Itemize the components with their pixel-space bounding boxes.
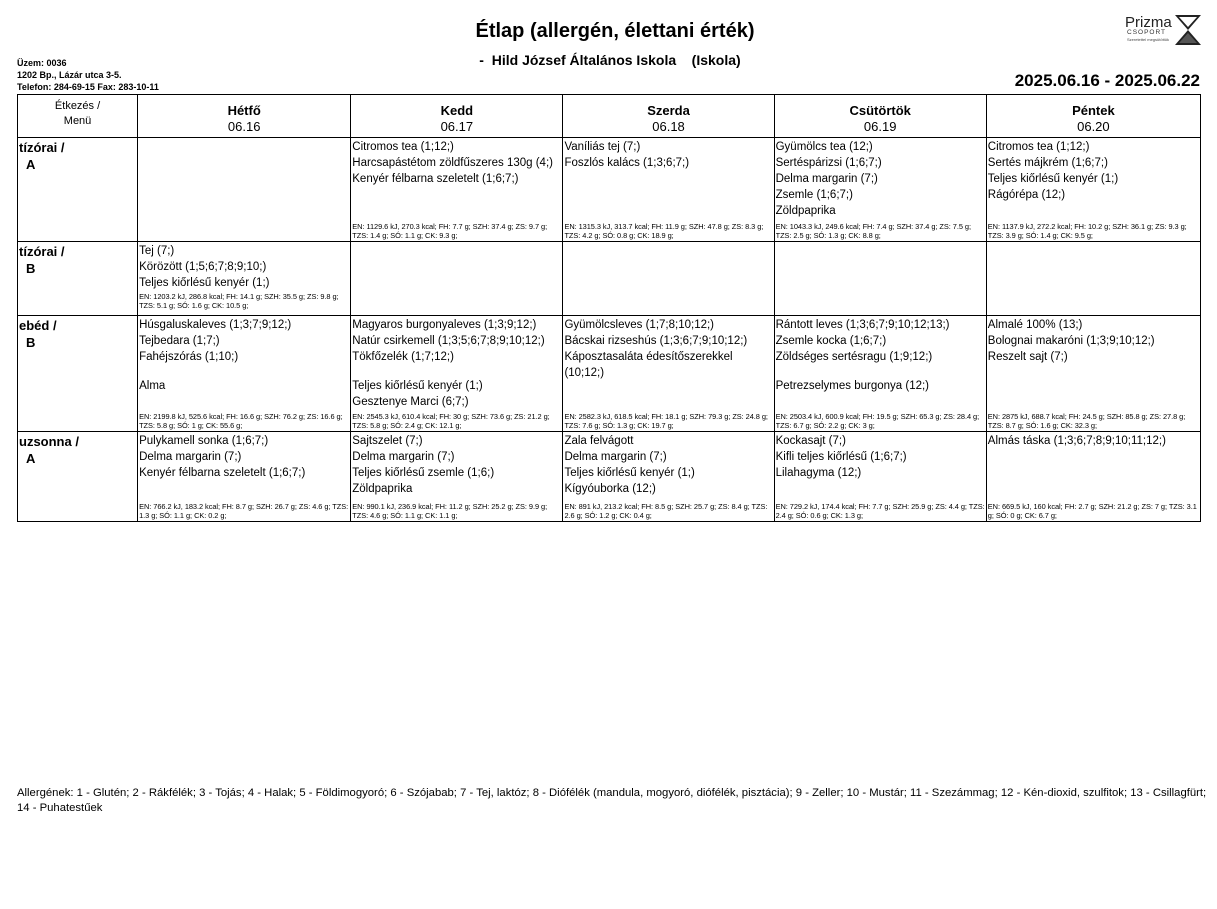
day-date: 06.17 [440, 119, 474, 134]
plant-info [17, 57, 159, 93]
meal-cell [18, 316, 138, 432]
menu-letter: B [26, 335, 36, 350]
meal-cell [18, 138, 138, 242]
menu-item: Kenyér félbarna szeletelt (1;6;7;) [139, 467, 306, 479]
menu-cell [986, 316, 1200, 432]
day-name: Csütörtök [849, 103, 911, 118]
menu-cell [774, 242, 986, 316]
menu-item: Tejbedara (1;7;) [139, 335, 220, 347]
menu-item: Tökfőzelék (1;7;12;) [352, 351, 454, 363]
menu-cell [138, 242, 351, 316]
menu-cell [138, 138, 351, 242]
corner-label-meal: Étkezés / [54, 100, 101, 112]
nutrition-info: EN: 1203.2 kJ, 286.8 kcal; FH: 14.1 g; SZH: 35.5 g; ZS: 9.8 g; TZS: 5.1 g; SÓ: 1.6 g; CK: 10.5 g; [139, 292, 339, 310]
menu-item: Gyümölcs tea (12;) [775, 141, 873, 153]
menu-item: Sajtszelet (7;) [352, 435, 423, 447]
meal-label: tízórai / [19, 244, 65, 259]
menu-item: Almás táska (1;3;6;7;8;9;10;11;12;) [987, 435, 1166, 447]
menu-cell [986, 138, 1200, 242]
plant-id: Üzem: 0036 [17, 58, 67, 68]
day-header [774, 95, 986, 138]
day-date: 06.20 [1077, 119, 1110, 134]
menu-item: Fahéjszórás (1;10;) [139, 351, 239, 363]
menu-cell [774, 316, 986, 432]
menu-cell [774, 138, 986, 242]
menu-item: Delma margarin (7;) [775, 173, 878, 185]
menu-letter: A [26, 157, 36, 172]
day-date: 06.18 [652, 119, 685, 134]
nutrition-info: EN: 1315.3 kJ, 313.7 kcal; FH: 11.9 g; SZH: 47.8 g; ZS: 8.3 g; TZS: 4.2 g; SÓ: 0.8 g; CK: 18.9 g; [564, 222, 764, 240]
menu-cell [986, 242, 1200, 316]
menu-item: Reszelt sajt (7;) [987, 351, 1068, 363]
menu-table [17, 94, 1201, 522]
menu-item: Natúr csirkemell (1;3;5;6;7;8;9;10;12;) [352, 335, 545, 347]
menu-item: Tej (7;) [139, 245, 175, 257]
prizma-triangle-logo-icon [1175, 15, 1201, 45]
nutrition-info: EN: 2582.3 kJ, 618.5 kcal; FH: 18.1 g; SZH: 79.3 g; ZS: 24.8 g; TZS: 7.6 g; SÓ: 1.3 g; CK: 19.7 g; [564, 412, 768, 430]
menu-item: Zöldpaprika [775, 205, 836, 217]
menu-item: Citromos tea (1;12;) [987, 141, 1090, 153]
menu-item: Pulykamell sonka (1;6;7;) [139, 435, 269, 447]
menu-cell [563, 432, 774, 522]
meal-cell [18, 432, 138, 522]
day-name: Szerda [647, 103, 690, 118]
meal-label: tízórai / [19, 140, 65, 155]
table-row [18, 316, 1201, 432]
menu-item: Teljes kiőrlésű kenyér (1;) [987, 173, 1119, 185]
logo-sub: CSOPORT [1127, 29, 1167, 36]
menu-cell [351, 432, 563, 522]
menu-item: (10;12;) [564, 367, 605, 379]
menu-letter: B [26, 261, 36, 276]
corner-header [18, 95, 138, 138]
menu-item: Zsemle (1;6;7;) [775, 189, 853, 201]
menu-item: Foszlós kalács (1;3;6;7;) [564, 157, 690, 169]
menu-item: Delma margarin (7;) [352, 451, 455, 463]
menu-item: Lilahagyma (12;) [775, 467, 862, 479]
menu-cell [138, 432, 351, 522]
day-date: 06.16 [227, 119, 261, 134]
prizma-logo [1125, 14, 1201, 46]
menu-item: Kenyér félbarna szeletelt (1;6;7;) [352, 173, 519, 185]
menu-item: Gesztenye Marci (6;7;) [352, 396, 469, 408]
table-row [18, 432, 1201, 522]
menu-item: Rántott leves (1;3;6;7;9;10;12;13;) [775, 319, 950, 331]
meal-cell [18, 242, 138, 316]
nutrition-info: EN: 1129.6 kJ, 270.3 kcal; FH: 7.7 g; SZH: 37.4 g; ZS: 9.7 g; TZS: 1.4 g; SÓ: 1.1 g; CK: 9.3 g; [352, 222, 548, 240]
menu-cell [774, 432, 986, 522]
table-row [18, 242, 1201, 316]
meal-label: uzsonna / [19, 434, 79, 449]
menu-item: Kifli teljes kiőrlésű (1;6;7;) [775, 451, 907, 463]
menu-item: Bolognai makaróni (1;3;9;10;12;) [987, 335, 1155, 347]
menu-cell [351, 316, 563, 432]
nutrition-info: EN: 990.1 kJ, 236.9 kcal; FH: 11.2 g; SZH: 25.2 g; ZS: 9.9 g; TZS: 4.6 g; SÓ: 1.1 g; CK: 1.1 g; [352, 502, 548, 520]
day-header [138, 95, 351, 138]
menu-item: Teljes kiőrlésű kenyér (1;) [564, 467, 695, 479]
nutrition-info: EN: 766.2 kJ, 183.2 kcal; FH: 8.7 g; SZH: 26.7 g; ZS: 4.6 g; TZS: 1.3 g; SÓ: 1.1 g; CK: 0.2 g; [139, 502, 349, 520]
allergen-legend: Allergének: 1 - Glutén; 2 - Rákfélék; 3 - Tojás; 4 - Halak; 5 - Földimogyoró; 6 - Szójabab; 7 - Tej, laktóz; 8 - Diófélék (mandula, mogyoró, diófélék, pisztácia); 9 - Zeller; 10 - Mustár; 11 - Szezámmag; 12 - Kén-dioxid, szulfitok; 13 - Csillagfürt; 14 - Puhatestűek [17, 787, 1207, 814]
day-date: 06.19 [863, 119, 897, 134]
logo-name: Prizma [1125, 14, 1172, 31]
menu-cell [986, 432, 1200, 522]
menu-item: Delma margarin (7;) [139, 451, 242, 463]
menu-item: Körözött (1;5;6;7;8;9;10;) [139, 261, 267, 273]
day-header [563, 95, 774, 138]
menu-item: Sertés májkrém (1;6;7;) [987, 157, 1108, 169]
nutrition-info: EN: 729.2 kJ, 174.4 kcal; FH: 7.7 g; SZH: 25.9 g; ZS: 4.4 g; TZS: 2.4 g; SÓ: 0.6 g; CK: 1.3 g; [775, 502, 985, 520]
plant-phone: Telefon: 284-69-15 Fax: 283-10-11 [17, 82, 159, 92]
menu-item: Kockasajt (7;) [775, 435, 846, 447]
menu-item: Teljes kiőrlésű kenyér (1;) [139, 277, 270, 289]
menu-item: Zsemle kocka (1;6;7;) [775, 335, 887, 347]
meal-label: ebéd / [19, 318, 57, 333]
nutrition-info: EN: 2199.8 kJ, 525.6 kcal; FH: 16.6 g; SZH: 76.2 g; ZS: 16.6 g; TZS: 5.8 g; SÓ: 1 g; CK: 55.6 g; [139, 412, 343, 430]
menu-item: Bácskai rizseshús (1;3;6;7;9;10;12;) [564, 335, 748, 347]
day-name: Hétfő [227, 103, 261, 118]
day-name: Péntek [1072, 103, 1115, 118]
table-row [18, 138, 1201, 242]
menu-item: Sertéspárizsi (1;6;7;) [775, 157, 882, 169]
menu-cell [563, 138, 774, 242]
menu-item: Vaníliás tej (7;) [564, 141, 641, 153]
menu-cell [351, 242, 563, 316]
menu-item: Zala felvágott [564, 435, 634, 447]
page-title: Étlap (allergén, élettani érték) [475, 20, 755, 42]
menu-item: Citromos tea (1;12;) [352, 141, 454, 153]
menu-item: Rágórépa (12;) [987, 189, 1066, 201]
menu-item: Káposztasaláta édesítőszerekkel [564, 351, 733, 363]
menu-cell [563, 242, 774, 316]
menu-item: Almalé 100% (13;) [987, 319, 1083, 331]
school-subtitle: - Hild József Általános Iskola (Iskola) [479, 52, 741, 68]
nutrition-info: EN: 891 kJ, 213.2 kcal; FH: 8.5 g; SZH: 25.7 g; ZS: 8.4 g; TZS: 2.6 g; SÓ: 1.2 g; CK: 0.4 g; [564, 502, 768, 520]
menu-item: Zöldséges sertésragu (1;9;12;) [775, 351, 933, 363]
date-range: 2025.06.16 - 2025.06.22 [1014, 71, 1200, 90]
menu-letter: A [26, 451, 36, 466]
logo-tagline: Szeretettel megsütöttük [1127, 37, 1170, 42]
header-row [18, 95, 1201, 138]
menu-item: Alma [139, 380, 166, 392]
nutrition-info: EN: 1043.3 kJ, 249.6 kcal; FH: 7.4 g; SZH: 37.4 g; ZS: 7.5 g; TZS: 2.5 g; SÓ: 1.3 g; CK: 8.8 g; [775, 222, 971, 240]
menu-item: Teljes kiőrlésű zsemle (1;6;) [352, 467, 495, 479]
menu-cell [138, 316, 351, 432]
menu-cell [351, 138, 563, 242]
nutrition-info: EN: 2875 kJ, 688.7 kcal; FH: 24.5 g; SZH: 85.8 g; ZS: 27.8 g; TZS: 8.7 g; SÓ: 1.6 g; CK: 32.3 g; [987, 412, 1186, 430]
plant-address: 1202 Bp., Lázár utca 3-5. [17, 70, 122, 80]
menu-item: Petrezselymes burgonya (12;) [775, 380, 930, 392]
corner-label-menu: Menü [63, 115, 92, 127]
day-header [986, 95, 1200, 138]
menu-item: Gyümölcsleves (1;7;8;10;12;) [564, 319, 715, 331]
menu-item: Húsgaluskaleves (1;3;7;9;12;) [139, 319, 292, 331]
menu-item: Kígyóuborka (12;) [564, 483, 656, 495]
nutrition-info: EN: 1137.9 kJ, 272.2 kcal; FH: 10.2 g; SZH: 36.1 g; ZS: 9.3 g; TZS: 3.9 g; SÓ: 1.4 g; CK: 9.5 g; [987, 222, 1187, 240]
nutrition-info: EN: 669.5 kJ, 160 kcal; FH: 2.7 g; SZH: 21.2 g; ZS: 7 g; TZS: 3.1 g; SÓ: 0 g; CK: 6.7 g; [987, 502, 1197, 520]
nutrition-info: EN: 2545.3 kJ, 610.4 kcal; FH: 30 g; SZH: 73.6 g; ZS: 21.2 g; TZS: 5.8 g; SÓ: 2.4 g; CK: 12.1 g; [352, 412, 550, 430]
menu-item: Delma margarin (7;) [564, 451, 667, 463]
day-header [351, 95, 563, 138]
menu-item: Teljes kiőrlésű kenyér (1;) [352, 380, 483, 392]
menu-item: Magyaros burgonyaleves (1;3;9;12;) [352, 319, 537, 331]
nutrition-info: EN: 2503.4 kJ, 600.9 kcal; FH: 19.5 g; SZH: 65.3 g; ZS: 28.4 g; TZS: 6.7 g; SÓ: 2.2 g; CK: 3 g; [775, 412, 980, 430]
day-name: Kedd [440, 103, 474, 118]
menu-cell [563, 316, 774, 432]
menu-item: Zöldpaprika [352, 483, 413, 495]
menu-item: Harcsapástétom zöldfűszeres 130g (4;) [352, 157, 553, 169]
